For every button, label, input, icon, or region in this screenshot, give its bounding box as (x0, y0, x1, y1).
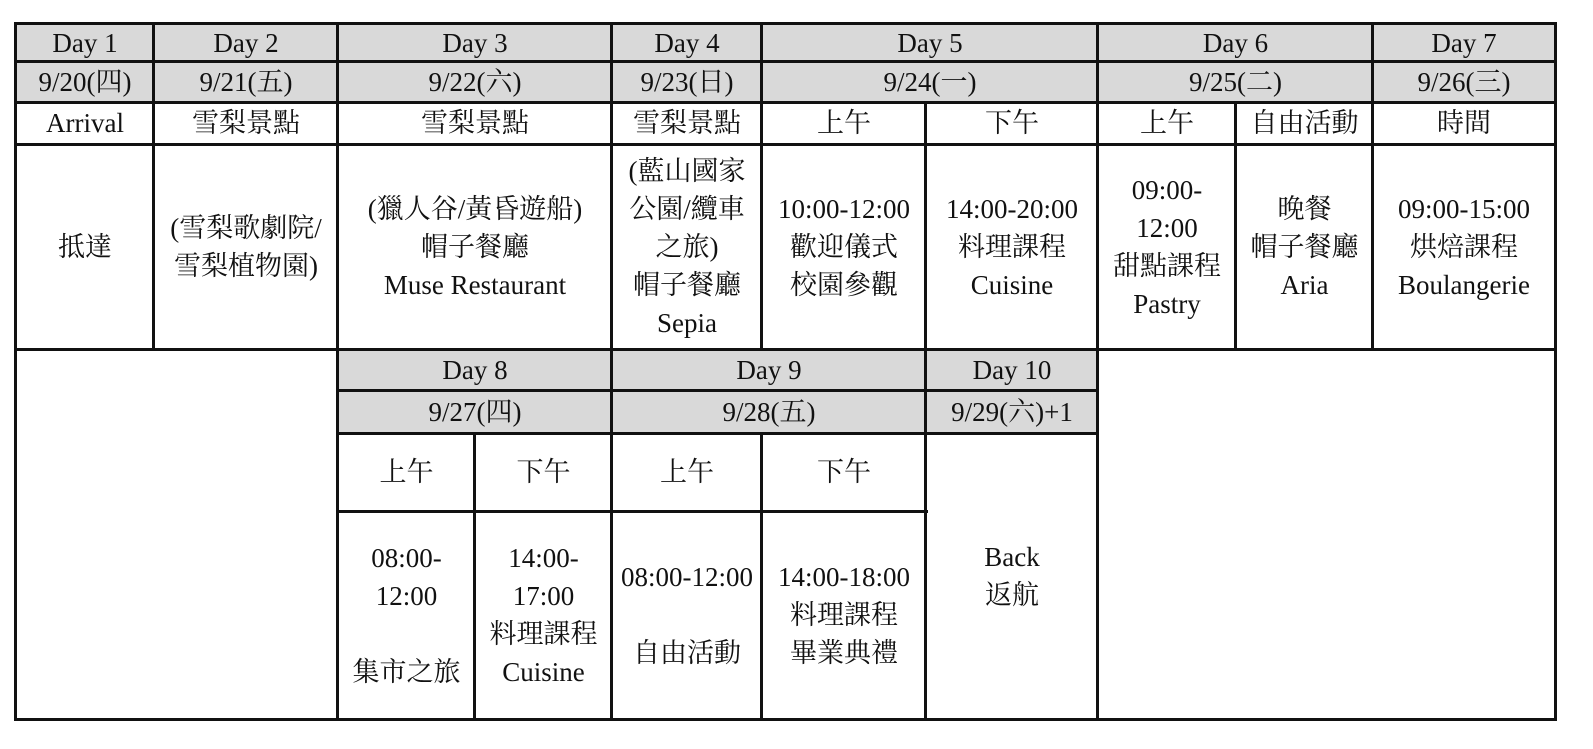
grid-line (336, 432, 1098, 435)
date-header-10: 9/29(六)+1 (926, 390, 1098, 433)
grid-line (336, 510, 928, 513)
content-day3: (獵人谷/黃昏遊船) 帽子餐廳 Muse Restaurant (367, 193, 583, 300)
content-day10: Back 返航 (984, 542, 1040, 610)
grid-line (336, 389, 1098, 392)
date-header-6: 9/25(二) (1098, 61, 1373, 102)
day-header-5: Day 5 (762, 24, 1098, 61)
label-day8-am: 上午 (379, 457, 434, 487)
content-day5-am: 10:00-12:00 歡迎儀式 校園參觀 (778, 193, 910, 300)
content-day6-am: 09:00- 12:00 甜點課程 Pastry (1113, 174, 1221, 319)
grid-line (14, 143, 1557, 146)
date-header-2: 9/21(五) (154, 61, 338, 102)
day-header-2: Day 2 (154, 24, 338, 61)
date-header-4: 9/23(日) (612, 61, 762, 102)
grid-line (14, 348, 1557, 351)
label-day9-am: 上午 (660, 457, 714, 487)
label-day5-pm: 下午 (985, 108, 1039, 138)
date-header-8: 9/27(四) (338, 390, 612, 433)
day-header-8: Day 8 (338, 349, 612, 390)
content-day6-dinner: 晚餐 帽子餐廳 Aria (1250, 193, 1359, 300)
grid-line (1096, 22, 1099, 721)
date-header-1: 9/20(四) (16, 61, 154, 102)
label-day1: Arrival (46, 108, 124, 138)
content-day4: (藍山國家 公園/纜車 之旅) 帽子餐廳 Sepia (628, 155, 746, 338)
grid-line (473, 432, 476, 721)
grid-line (152, 22, 155, 349)
date-header-9: 9/28(五) (612, 390, 926, 433)
content-day5-pm: 14:00-20:00 料理課程 Cuisine (946, 193, 1078, 300)
date-header-3: 9/22(六) (338, 61, 612, 102)
grid-line (924, 101, 927, 350)
day-header-3: Day 3 (338, 24, 612, 61)
content-day7: 09:00-15:00 烘焙課程 Boulangerie (1398, 193, 1530, 300)
content-day9-am: 08:00-12:00 自由活動 (621, 562, 753, 668)
day-header-4: Day 4 (612, 24, 762, 61)
day-header-7: Day 7 (1373, 24, 1555, 61)
day-header-6: Day 6 (1098, 24, 1373, 61)
content-day9-pm: 14:00-18:00 料理課程 畢業典禮 (778, 562, 910, 668)
content-day8-pm: 14:00- 17:00 料理課程 Cuisine (489, 543, 598, 687)
label-day6-free: 自由活動 (1250, 108, 1359, 138)
label-day8-pm: 下午 (516, 457, 571, 487)
date-header-7: 9/26(三) (1373, 61, 1555, 102)
grid-line (1371, 22, 1374, 349)
grid-line (1234, 101, 1237, 349)
grid-line (14, 101, 1557, 104)
grid-line (336, 22, 339, 721)
grid-line (760, 22, 763, 350)
day-header-9: Day 9 (612, 349, 926, 390)
day-header-1: Day 1 (16, 24, 154, 61)
label-day2: 雪梨景點 (192, 108, 300, 138)
grid-line (610, 22, 613, 721)
date-header-5: 9/24(一) (762, 61, 1098, 102)
label-day5-am: 上午 (817, 108, 871, 138)
grid-line (924, 348, 927, 721)
day-header-10: Day 10 (926, 349, 1098, 390)
label-day7: 時間 (1437, 108, 1491, 138)
table-border (14, 22, 1557, 721)
label-day6-am: 上午 (1140, 108, 1194, 138)
content-day8-am: 08:00- 12:00 集市之旅 (352, 543, 461, 687)
content-day2: (雪梨歌劇院/ 雪梨植物園) (170, 212, 322, 281)
label-day4: 雪梨景點 (633, 108, 741, 138)
grid-line (760, 432, 763, 721)
grid-line (14, 60, 1557, 63)
content-day1: 抵達 (58, 231, 112, 262)
label-day9-pm: 下午 (817, 457, 871, 487)
label-day3: 雪梨景點 (421, 108, 529, 138)
